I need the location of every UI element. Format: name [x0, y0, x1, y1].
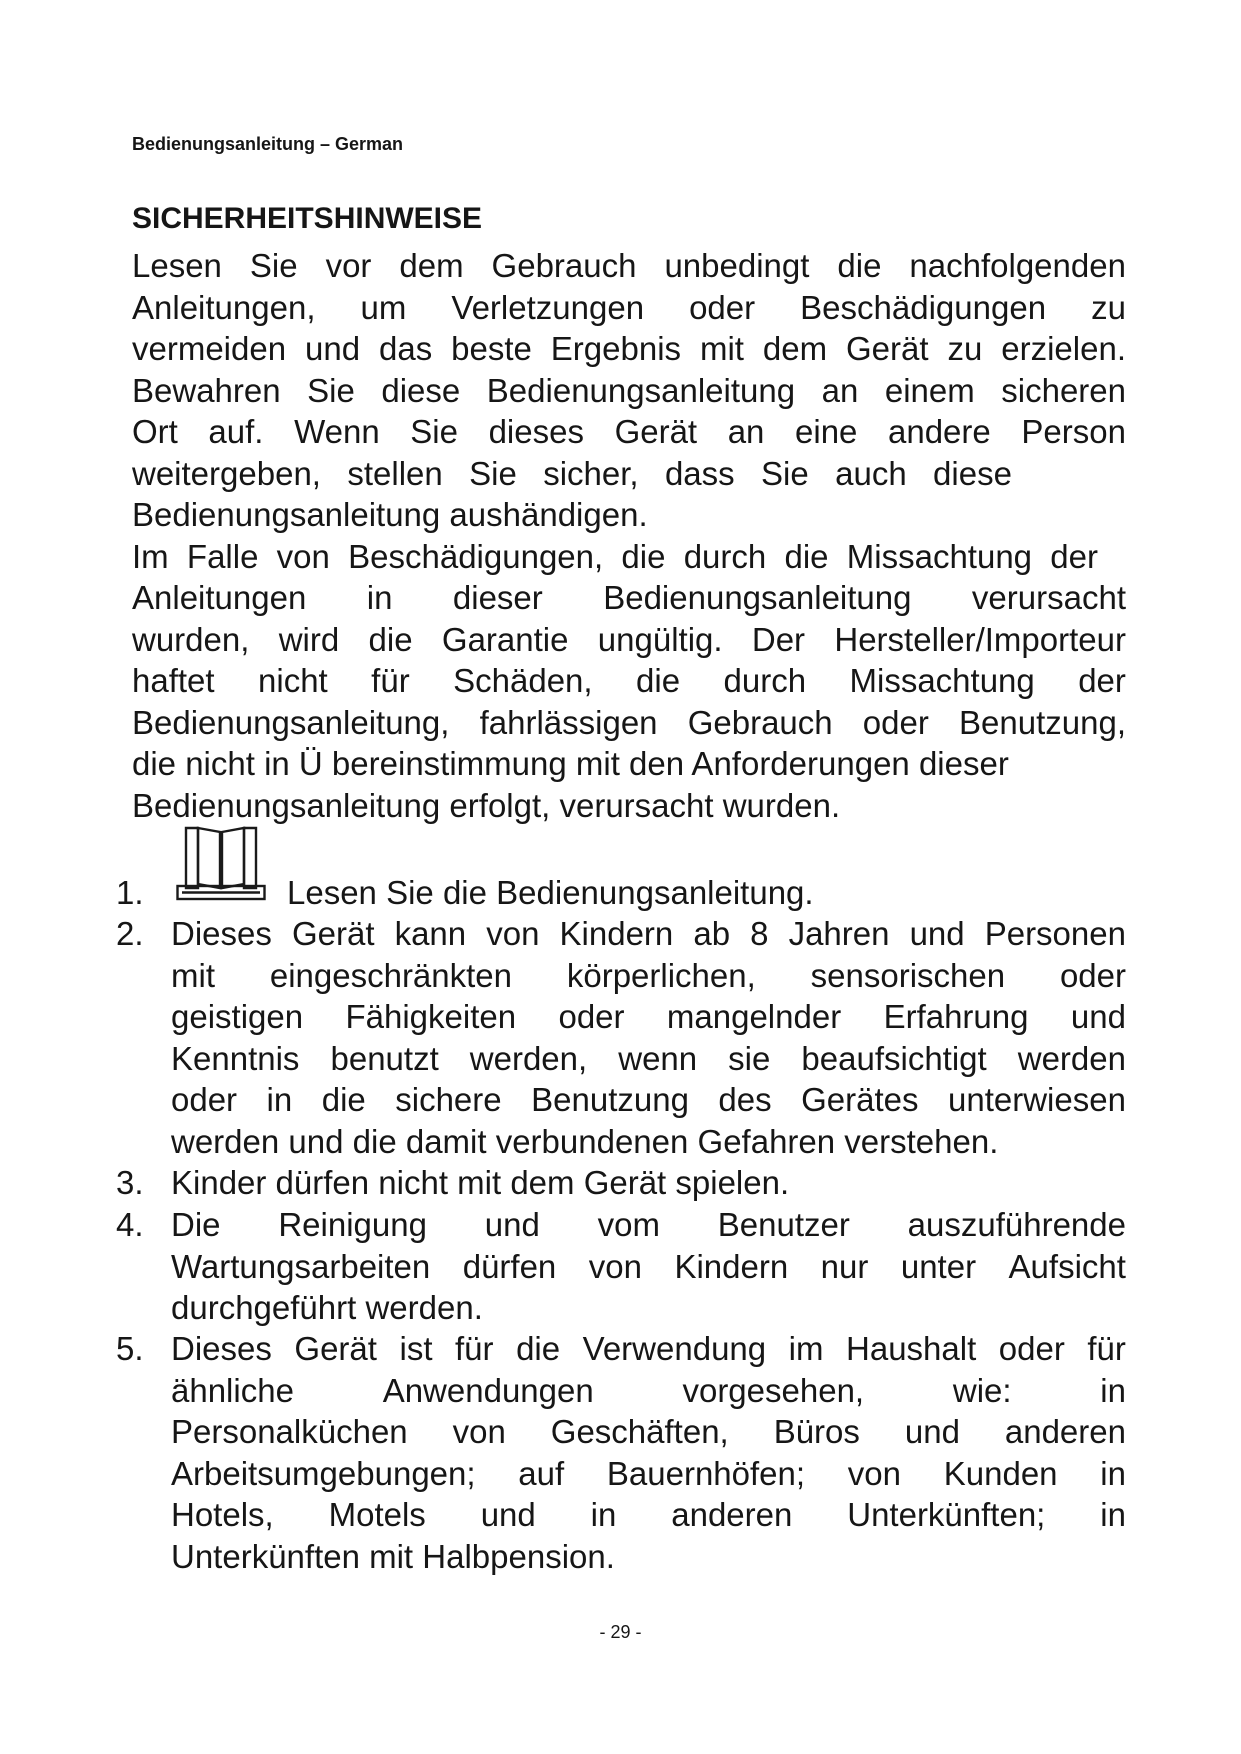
intro-text	[132, 245, 1126, 826]
text-line: Im Falle von Beschädigungen, die durch die Missachtung der	[132, 537, 1098, 575]
list-number: 5.	[116, 1330, 144, 1367]
text-line: Personalküchen von Geschäften, Büros und anderen	[171, 1413, 1126, 1450]
text-line: wurden, wird die Garantie ungültig. Der Hersteller/Importeur	[132, 620, 1126, 658]
text-line: Anleitungen, um Verletzungen oder Beschädigungen zu	[132, 288, 1126, 326]
list-item	[171, 913, 1126, 1162]
text-line: Bedienungsanleitung aushändigen.	[132, 496, 648, 533]
text-line: mit eingeschränkten körperlichen, sensorischen oder	[171, 956, 1126, 994]
section-title: SICHERHEITSHINWEISE	[132, 202, 483, 235]
list-number: 4.	[116, 1206, 144, 1243]
document-header: Bedienungsanleitung – German	[132, 134, 404, 154]
list-item	[171, 1328, 1126, 1577]
text-line: werden und die damit verbundenen Gefahren verstehen.	[171, 1122, 999, 1160]
text-line: Bedienungsanleitung erfolgt, verursacht wurden.	[132, 786, 841, 824]
list-number: 2.	[116, 915, 144, 952]
list-item-text: Lesen Sie die Bedienungsanleitung.	[287, 874, 814, 911]
text-line: Dieses Gerät ist für die Verwendung im Haushalt oder für	[171, 1330, 1126, 1367]
list-item	[171, 1204, 1126, 1329]
list-number: 3.	[116, 1164, 144, 1201]
text-line: Hotels, Motels und in anderen Unterkünften; in	[171, 1496, 1126, 1533]
text-line: Kenntnis benutzt werden, wenn sie beaufsichtigt werden	[171, 1039, 1126, 1077]
text-line: Unterkünften mit Halbpension.	[171, 1537, 615, 1575]
page-number: - 29 -	[599, 1622, 642, 1642]
text-line: haftet nicht für Schäden, die durch Missachtung der	[132, 662, 1126, 699]
text-line: oder in die sichere Benutzung des Gerätes unterwiesen	[171, 1081, 1126, 1118]
list-item	[171, 1162, 1126, 1204]
text-line: Die Reinigung und vom Benutzer auszuführende	[171, 1206, 1126, 1243]
text-line: vermeiden und das beste Ergebnis mit dem Gerät zu erzielen.	[132, 330, 1126, 367]
text-line: Kinder dürfen nicht mit dem Gerät spielen.	[171, 1164, 790, 1201]
text-line: die nicht in Ü bereinstimmung mit den Anforderungen dieser	[132, 745, 1009, 782]
text-line: ähnliche Anwendungen vorgesehen, wie: in	[171, 1371, 1126, 1409]
text-line: Bedienungsanleitung, fahrlässigen Gebrauch oder Benutzung,	[132, 703, 1126, 741]
text-line: weitergeben, stellen Sie sicher, dass Sie auch diese	[132, 454, 1012, 492]
text-line: Lesen Sie vor dem Gebrauch unbedingt die nachfolgenden	[132, 247, 1126, 284]
text-line: Bewahren Sie diese Bedienungsanleitung an einem sicheren	[132, 371, 1126, 409]
list-number: 1.	[116, 874, 144, 911]
text-line: durchgeführt werden.	[171, 1289, 483, 1326]
text-line: Wartungsarbeiten dürfen von Kindern nur unter Aufsicht	[171, 1247, 1126, 1285]
text-line: Anleitungen in dieser Bedienungsanleitung verursacht	[132, 579, 1126, 616]
text-line: Ort auf. Wenn Sie dieses Gerät an eine andere Person	[132, 413, 1126, 450]
text-line: Dieses Gerät kann von Kindern ab 8 Jahren und Personen	[171, 915, 1126, 952]
text-line: Arbeitsumgebungen; auf Bauernhöfen; von Kunden in	[171, 1454, 1126, 1492]
text-line: geistigen Fähigkeiten oder mangelnder Erfahrung und	[171, 998, 1126, 1035]
book-manual-icon	[176, 826, 266, 902]
